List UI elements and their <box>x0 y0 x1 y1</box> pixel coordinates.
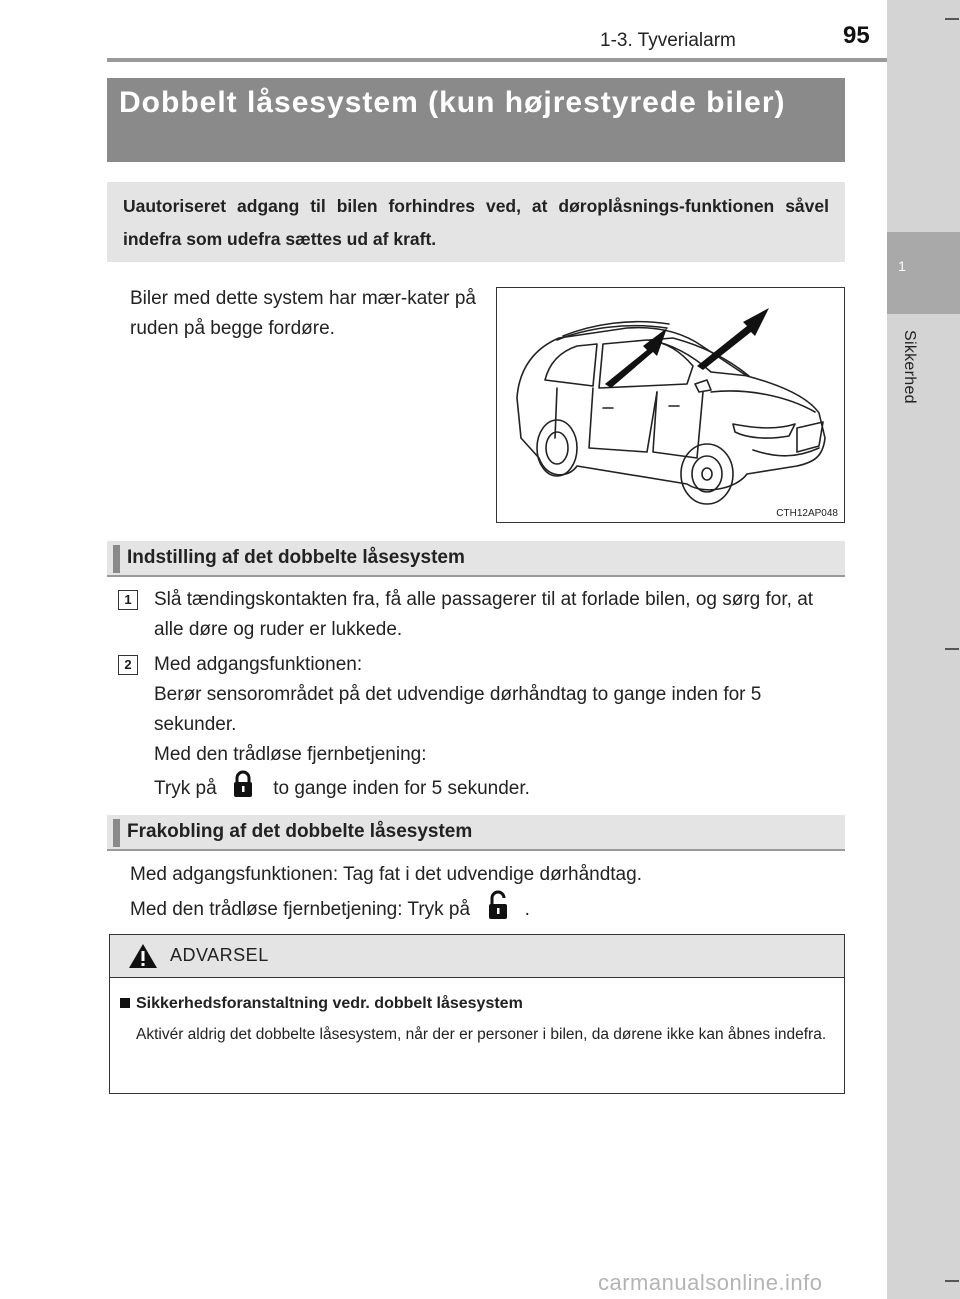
step-line: Med adgangsfunktionen: <box>154 654 363 675</box>
warning-title: ADVARSEL <box>170 945 269 965</box>
step-line-pre: Tryk på <box>154 778 217 800</box>
warning-box <box>109 934 845 1094</box>
warning-triangle-icon <box>128 942 158 975</box>
car-illustration <box>496 287 845 523</box>
step-number: 1 <box>118 590 138 610</box>
watermark: carmanualsonline.info <box>598 1270 823 1295</box>
warning-subheading-text: Sikkerhedsforanstaltning vedr. dobbelt låsesystem <box>136 995 523 1012</box>
warning-subheading <box>120 995 523 1013</box>
chapter-label: Sikkerhed <box>901 330 918 404</box>
release-line-pre: Med den trådløse fjernbetjening: Tryk på <box>130 899 471 921</box>
release-line: Med adgangsfunktionen: Tag fat i det udvendige dørhåndtag. <box>130 864 642 885</box>
step-number: 2 <box>118 655 138 675</box>
release-text <box>130 860 830 930</box>
release-line <box>130 890 830 930</box>
section-heading-text: Indstilling af det dobbelte låsesystem <box>127 547 465 568</box>
figure-code: CTH12AP048 <box>776 508 838 519</box>
lock-icon <box>232 770 254 808</box>
section-heading-text: Frakobling af det dobbelte låsesystem <box>127 821 473 842</box>
running-header-section: 1-3. Tyverialarm <box>600 30 736 51</box>
intro-paragraph: Biler med dette system har mær-kater på ruden på begge fordøre. <box>130 288 476 339</box>
heading-marker <box>113 819 120 847</box>
warning-header <box>110 935 844 978</box>
heading-marker <box>113 545 120 573</box>
section-heading-release <box>107 815 845 851</box>
step-line: Med den trådløse fjernbetjening: <box>154 744 427 765</box>
step-line-post: to gange inden for 5 sekunder. <box>273 778 530 800</box>
page-number: 95 <box>843 22 870 49</box>
warning-body: Aktivér aldrig det dobbelte låsesystem, når der er personer i bilen, da dørene ikke kan åbnes indefra. <box>136 1026 827 1043</box>
header-rule <box>107 58 887 62</box>
page-title: Dobbelt låsesystem (kun højrestyrede biler) <box>107 78 845 162</box>
intro-summary: Uautoriseret adgang til bilen forhindres ved, at døroplåsnings-funktionen såvel indefra som udefra sættes ud af kraft. <box>107 182 845 262</box>
edge-tick <box>945 648 959 650</box>
edge-tick <box>945 1280 959 1282</box>
section-heading-set <box>107 541 845 577</box>
step-text: Slå tændingskontakten fra, få alle passagerer til at forlade bilen, og sørg for, at alle døre og ruder er lukkede. <box>154 589 814 640</box>
step-text <box>154 650 844 808</box>
edge-tick <box>945 18 959 20</box>
release-line-post: . <box>524 899 530 921</box>
step-line <box>154 770 844 808</box>
unlock-icon <box>487 890 509 930</box>
chapter-number: 1 <box>898 258 906 274</box>
car-drawing <box>497 288 844 522</box>
square-bullet-icon <box>120 998 130 1008</box>
step-line: Berør sensorområdet på det udvendige dørhåndtag to gange inden for 5 sekunder. <box>154 684 762 735</box>
